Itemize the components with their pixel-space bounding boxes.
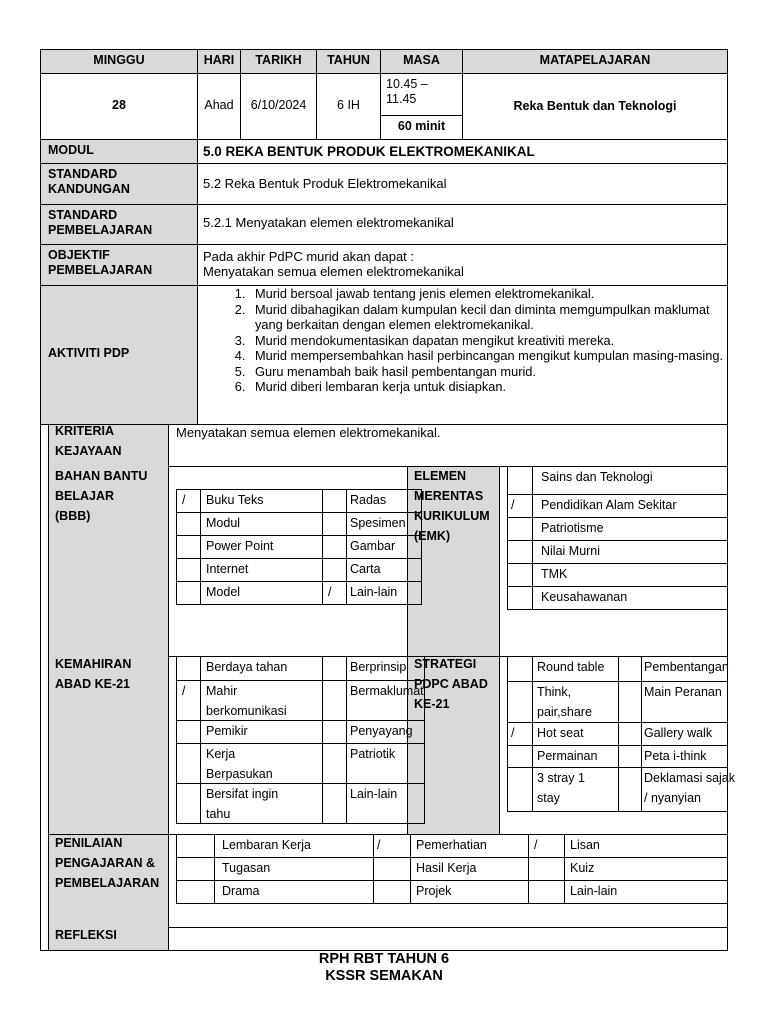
strategi-vline [641, 656, 642, 811]
strategi-cell: Main Peranan [644, 685, 722, 699]
standard-kandungan-value: 5.2 Reka Bentuk Produk Elektromekanikal [203, 176, 447, 191]
footer-line2: KSSR SEMAKAN [325, 968, 443, 984]
kemahiran-cell: Berdaya tahan [206, 660, 288, 674]
bbb-cell: Radas [350, 493, 387, 507]
bbb-cell: Carta [350, 562, 381, 576]
bbb-cell: / [182, 493, 186, 507]
emk-hline [507, 517, 727, 518]
kriteria-label: KRITERIA KEJAYAAN [55, 424, 122, 458]
kemahiran-cell: Kerja Berpasukan [206, 747, 273, 781]
standard-pembelajaran-label: STANDARD PEMBELAJARAN [48, 208, 153, 237]
strategi-cell: Hot seat [537, 726, 584, 740]
penilaian-vline [564, 834, 565, 903]
strategi-cell: / [511, 726, 515, 740]
kemahiran-vline [200, 656, 201, 823]
strategi-vline [618, 656, 619, 811]
penilaian-vline [214, 834, 215, 903]
matapelajaran-value: Reka Bentuk dan Teknologi [513, 99, 677, 113]
strategi-cell: Gallery walk [644, 726, 713, 740]
bbb-vline [322, 489, 323, 604]
strategi-cell: Permainan [537, 749, 598, 763]
emk-cell: TMK [541, 567, 568, 581]
strategi-vline [532, 656, 533, 811]
strategi-cell: Pembentangan [644, 660, 729, 674]
penilaian-cell: / [377, 838, 381, 852]
bbb-cell: / [328, 585, 332, 599]
emk-cell: Patriotisme [541, 521, 604, 535]
penilaian-cell: Lembaran Kerja [222, 838, 311, 852]
emk-hline [507, 540, 727, 541]
masa-time: 10.45 – 11.45 [386, 77, 428, 106]
refleksi-label: REFLEKSI [55, 928, 117, 942]
aktiviti-item: 1. Murid bersoal jawab tentang jenis elemen elektromekanikal. [249, 286, 725, 302]
strategi-cell: Round table [537, 660, 605, 674]
matapelajaran-header: MATAPELAJARAN [539, 53, 651, 67]
masa-header: MASA [403, 53, 440, 67]
emk-vline [532, 466, 533, 609]
emk-cell: Sains dan Teknologi [541, 470, 653, 484]
emk-cell: Nilai Murni [541, 544, 601, 558]
penilaian-cell: Drama [222, 884, 260, 898]
bbb-cell: Model [206, 585, 241, 599]
minggu-value: 28 [112, 98, 126, 112]
bbb-label: BAHAN BANTU BELAJAR (BBB) [55, 469, 148, 523]
emk-label: ELEMEN MERENTAS KURIKULUM (EMK) [414, 469, 490, 543]
bbb-cell: Gambar [350, 539, 396, 553]
strategi-cell: Deklamasi sajak / nyanyian [644, 771, 736, 805]
penilaian-label: PENILAIAN PENGAJARAN & PEMBELAJARAN [55, 836, 160, 890]
kemahiran-vline [322, 656, 323, 823]
kemahiran-cell: Patriotik [350, 747, 396, 761]
bbb-cell: Power Point [206, 539, 274, 553]
aktiviti-item: 6. Murid diberi lembaran kerja untuk disiapkan. [249, 379, 725, 395]
aktiviti-label: AKTIVITI PDP [48, 346, 130, 360]
kemahiran-vline [346, 656, 347, 823]
strategi-label: STRATEGI PDPC ABAD KE-21 [414, 657, 488, 711]
aktiviti-list [203, 286, 725, 395]
kriteria-value: Menyatakan semua elemen elektromekanikal. [176, 425, 441, 440]
kemahiran-cell: Bersifat ingin tahu [206, 787, 279, 821]
emk-cell: / [511, 498, 515, 512]
strategi-cell: Think, pair,share [537, 685, 592, 719]
kemahiran-cell: Mahir berkomunikasi [206, 684, 287, 718]
hari-value: Ahad [204, 98, 234, 112]
penilaian-cell: Projek [416, 884, 452, 898]
kemahiran-cell: Penyayang [350, 724, 413, 738]
strategi-cell: 3 stray 1 stay [537, 771, 585, 805]
penilaian-cell: Lisan [570, 838, 600, 852]
penilaian-cell: / [534, 838, 538, 852]
hari-header: HARI [203, 53, 235, 67]
bbb-vline [200, 489, 201, 604]
kemahiran-cell: Pemikir [206, 724, 248, 738]
penilaian-cell: Lain-lain [570, 884, 618, 898]
tarikh-value: 6/10/2024 [250, 98, 307, 112]
bbb-cell: Spesimen [350, 516, 406, 530]
bbb-cell: Modul [206, 516, 241, 530]
tahun-header: TAHUN [327, 53, 370, 67]
aktiviti-item: 4. Murid mempersembahkan hasil perbincangan mengikut kumpulan masing-masing. [249, 348, 725, 364]
footer-line1: RPH RBT TAHUN 6 [318, 951, 450, 967]
objektif-line2: Menyatakan semua elemen elektromekanikal [203, 264, 464, 279]
penilaian-cell: Tugasan [222, 861, 271, 875]
tarikh-header: TARIKH [255, 53, 302, 67]
kemahiran-label: KEMAHIRAN ABAD KE-21 [55, 657, 132, 691]
penilaian-vline [410, 834, 411, 903]
kemahiran-cell: / [182, 684, 186, 698]
standard-kandungan-label: STANDARD KANDUNGAN [48, 167, 130, 196]
penilaian-vline [528, 834, 529, 903]
penilaian-cell: Kuiz [570, 861, 595, 875]
bbb-vline [346, 489, 347, 604]
penilaian-cell: Hasil Kerja [416, 861, 477, 875]
objektif-line1: Pada akhir PdPC murid akan dapat : [203, 249, 415, 264]
kemahiran-cell: Berprinsip [350, 660, 407, 674]
bbb-cell: Internet [206, 562, 249, 576]
emk-hline [507, 563, 727, 564]
strategi-cell: Peta i-think [644, 749, 707, 763]
bbb-cell: Lain-lain [350, 585, 398, 599]
aktiviti-item: 2. Murid dibahagikan dalam kumpulan kecil dan diminta memgumpulkan maklumat yang berkaitan dengan elemen elektromekanikal. [249, 302, 725, 333]
kemahiran-cell: Bermaklumat [350, 684, 424, 698]
objektif-label: OBJEKTIF PEMBELAJARAN [48, 248, 153, 277]
penilaian-cell: Pemerhatian [416, 838, 487, 852]
modul-value: 5.0 REKA BENTUK PRODUK ELEKTROMEKANIKAL [203, 144, 535, 159]
emk-cell: Keusahawanan [541, 590, 628, 604]
tahun-value: 6 IH [337, 98, 360, 112]
minggu-header: MINGGU [93, 53, 145, 67]
bbb-cell: Buku Teks [206, 493, 264, 507]
masa-duration: 60 minit [397, 119, 446, 133]
modul-label: MODUL [48, 143, 94, 157]
emk-cell: Pendidikan Alam Sekitar [541, 498, 677, 512]
aktiviti-item: 5. Guru menambah baik hasil pembentangan murid. [249, 364, 725, 380]
aktiviti-item: 3. Murid mendokumentasikan dapatan mengikut kreativiti mereka. [249, 333, 725, 349]
kemahiran-cell: Lain-lain [350, 787, 398, 801]
standard-pembelajaran-value: 5.2.1 Menyatakan elemen elektromekanikal [203, 215, 454, 230]
penilaian-vline [373, 834, 374, 903]
